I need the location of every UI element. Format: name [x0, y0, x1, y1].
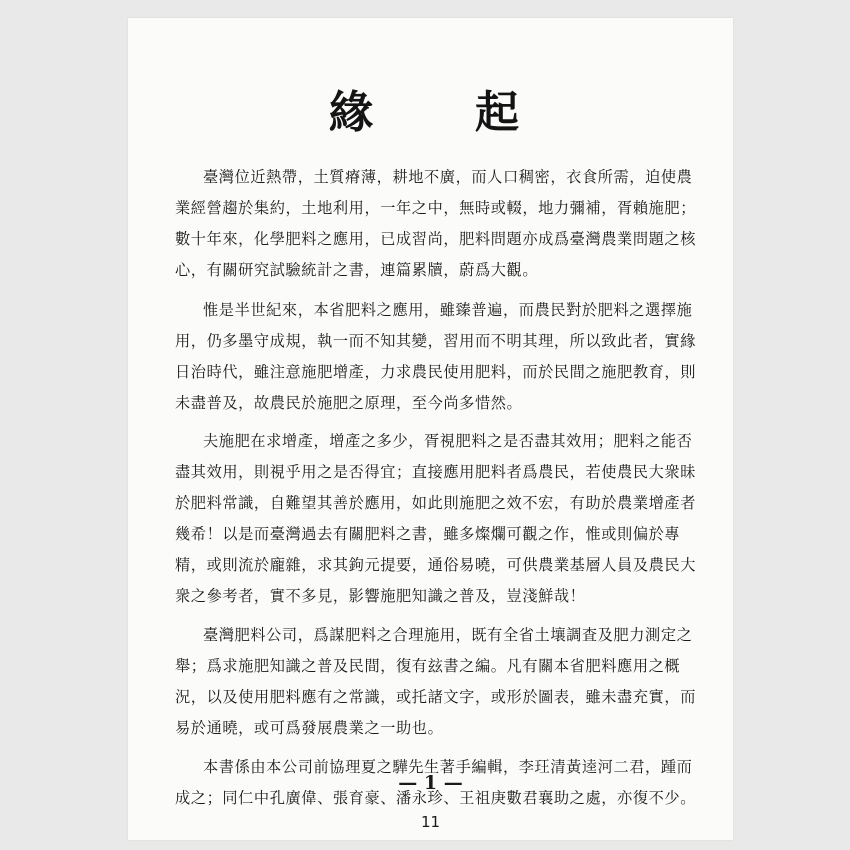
text-line: 幾希！以是而臺灣過去有關肥料之書，雖多燦爛可觀之作，惟或則偏於專 [175, 525, 681, 543]
text-line: 未盡普及，故農民於施肥之原理，至今尚多惜然。 [175, 394, 523, 412]
page-number: — 1 — [398, 772, 463, 794]
text-line: 衆之參考者，實不多見，影響施肥知識之普及，豈淺鮮哉！ [175, 587, 586, 605]
text-line: 日治時代，雖注意施肥增產，力求農民使用肥料，而於民間之施肥教育，則 [175, 363, 696, 381]
text-line: 數十年來，化學肥料之應用，已成習尚，肥料問題亦成爲臺灣農業問題之核 [175, 230, 696, 248]
text-line: 舉；爲求施肥知識之普及民間，復有玆書之編。凡有關本省肥料應用之概 [175, 657, 681, 675]
text-line: 惟是半世紀來，本省肥料之應用，雖臻普遍，而農民對於肥料之選擇施 [203, 301, 693, 319]
text-line: 易於通曉，或可爲發展農業之一助也。 [175, 719, 444, 737]
title-char-1: 緣 [329, 87, 373, 138]
text-line: 盡其效用，則視乎用之是否得宜；直接應用肥料者爲農民，若使農民大衆昧 [175, 463, 696, 481]
text-line: 臺灣肥料公司，爲謀肥料之合理施用，既有全省土壤調査及肥力測定之 [203, 626, 693, 644]
footer-number: 11 [420, 813, 441, 831]
text-line: 用，仍多墨守成規，執一而不知其變，習用而不明其理，所以致此者，實緣 [175, 332, 696, 350]
text-line: 夫施肥在求增產，增產之多少，胥視肥料之是否盡其效用；肥料之能否 [203, 432, 693, 450]
text-line: 業經營趨於集約，土地利用，一年之中，無時或輟，地力彌補，胥賴施肥； [175, 199, 696, 217]
text-line: 心，有關研究試驗統計之書，連篇累牘，蔚爲大觀。 [175, 261, 539, 279]
title-char-2: 起 [475, 87, 519, 138]
text-line: 本書係由本公司前協理夏之驊先生著手編輯，李玨清黃逵河二君，踵而 [203, 758, 693, 776]
text-line: 精，或則流於龐雜，求其鉤元提要，通俗易曉，可供農業基層人員及農民大 [175, 556, 696, 574]
text-line: 況，以及使用肥料應有之常識，或托諸文字，或形於圖表，雖未盡充實，而 [175, 688, 696, 706]
text-line: 臺灣位近熱帶，土質瘠薄，耕地不廣，而人口稠密，衣食所需，迫使農 [203, 168, 693, 186]
page-title [128, 76, 733, 146]
text-line: 成之；同仁中孔廣偉、張育豪、潘永珍、王祖庚數君襄助之處，亦復不少。 [175, 789, 696, 807]
document-page [128, 18, 733, 840]
text-line: 於肥料常識，自難望其善於應用，如此則施肥之效不宏，有助於農業增產者 [175, 494, 696, 512]
